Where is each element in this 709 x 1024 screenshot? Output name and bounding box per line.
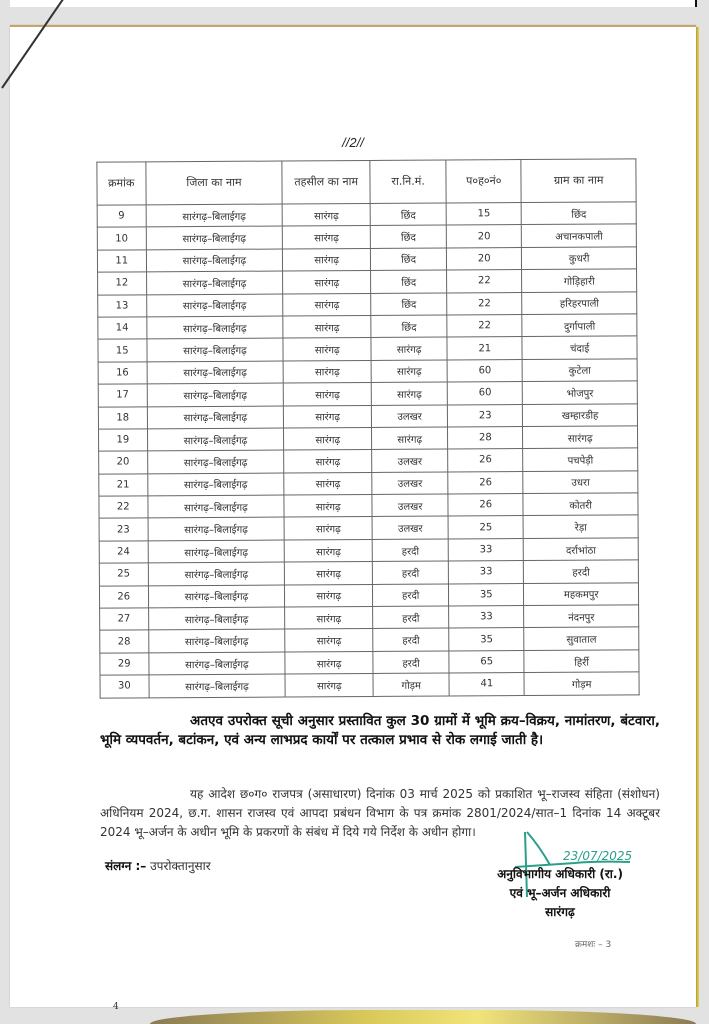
cell-village: उधरा bbox=[523, 471, 638, 494]
cell-patwari-halka: 65 bbox=[449, 650, 524, 673]
cell-district: सारंगढ़–बिलाईगढ़ bbox=[147, 450, 284, 473]
cell-serial: 29 bbox=[100, 653, 149, 676]
table-row bbox=[98, 269, 637, 295]
signatory-block bbox=[470, 865, 650, 922]
cell-serial: 28 bbox=[100, 630, 149, 653]
order-paragraph-text: अतएव उपरोक्त सूची अनुसार प्रस्तावित कुल 30 ग्रामों में भूमि क्रय–विक्रय, नामांतरण, बंटवारा, भूमि व्यपवर्तन, बटांकन, एवं अन्य लाभप्रद कार्यों पर तत्काल प्रभाव से रोक लगाई जाती है। bbox=[100, 713, 660, 748]
cell-district: सारंगढ़–बिलाईगढ़ bbox=[148, 607, 285, 630]
cell-district: सारंगढ़–बिलाईगढ़ bbox=[146, 204, 283, 227]
cell-district: सारंगढ़–बिलाईगढ़ bbox=[148, 562, 285, 585]
cell-revenue-circle: उलखर bbox=[372, 494, 448, 517]
cell-tehsil: सारंगढ़ bbox=[285, 629, 373, 652]
cell-revenue-circle: छिंद bbox=[371, 293, 447, 316]
cell-revenue-circle: उलखर bbox=[371, 405, 447, 428]
cell-patwari-halka: 20 bbox=[446, 225, 521, 248]
cell-tehsil: सारंगढ़ bbox=[283, 360, 371, 383]
header-revenue-circle: रा.नि.मं. bbox=[370, 160, 446, 203]
cell-patwari-halka: 41 bbox=[449, 673, 524, 696]
cell-patwari-halka: 33 bbox=[449, 561, 524, 584]
cell-serial: 26 bbox=[99, 585, 148, 608]
cell-revenue-circle: सारंगढ़ bbox=[372, 427, 448, 450]
table-row bbox=[98, 314, 637, 340]
cell-district: सारंगढ़–बिलाईगढ़ bbox=[147, 428, 284, 451]
cell-revenue-circle: हरदी bbox=[372, 561, 448, 584]
cell-tehsil: सारंगढ़ bbox=[284, 472, 372, 495]
table-row bbox=[100, 650, 639, 676]
cell-tehsil: सारंगढ़ bbox=[284, 427, 372, 450]
cell-revenue-circle: छिंद bbox=[370, 203, 446, 226]
cell-village: कुधरी bbox=[522, 247, 637, 270]
cell-village: हिर्री bbox=[524, 650, 639, 673]
cell-serial: 23 bbox=[99, 518, 148, 541]
cell-patwari-halka: 35 bbox=[449, 583, 524, 606]
cell-tehsil: सारंगढ़ bbox=[283, 271, 371, 294]
cell-district: सारंगढ़–बिलाईगढ़ bbox=[148, 585, 285, 608]
cell-village: हरदी bbox=[524, 560, 639, 583]
cell-serial: 9 bbox=[97, 205, 146, 228]
cell-tehsil: सारंगढ़ bbox=[285, 539, 373, 562]
folded-corner-edge bbox=[1, 0, 88, 89]
header-district: जिला का नाम bbox=[145, 161, 282, 205]
enclosure-value: उपरोक्तानुसार bbox=[150, 859, 211, 873]
cell-serial: 30 bbox=[100, 675, 149, 698]
cell-patwari-halka: 21 bbox=[447, 337, 522, 360]
cell-patwari-halka: 25 bbox=[448, 516, 523, 539]
cell-district: सारंगढ़–बिलाईगढ़ bbox=[147, 495, 284, 518]
cell-tehsil: सारंगढ़ bbox=[284, 383, 372, 406]
cell-village: रेड़ा bbox=[523, 515, 638, 538]
cell-district: सारंगढ़–बिलाईगढ़ bbox=[146, 249, 283, 272]
page-edge-shadow bbox=[696, 27, 699, 1007]
table-row bbox=[99, 448, 638, 474]
cell-serial: 21 bbox=[99, 474, 148, 497]
enclosure-label: संलग्न :– bbox=[105, 859, 147, 873]
cell-patwari-halka: 33 bbox=[448, 538, 523, 561]
table-row bbox=[100, 605, 639, 631]
cell-district: सारंगढ़–बिलाईगढ़ bbox=[149, 674, 286, 697]
cell-patwari-halka: 33 bbox=[449, 606, 524, 629]
svg-text:23/07/2025: 23/07/2025 bbox=[563, 849, 633, 863]
table-row bbox=[99, 493, 638, 519]
cell-village: दुर्गापाली bbox=[522, 314, 637, 337]
cell-village: नंदनपुर bbox=[524, 605, 639, 628]
header-village: ग्राम का नाम bbox=[521, 159, 636, 203]
cell-serial: 25 bbox=[99, 563, 148, 586]
page-marker: //2// bbox=[342, 135, 364, 150]
cell-district: सारंगढ़–बिलाईगढ़ bbox=[148, 540, 285, 563]
cell-tehsil: सारंगढ़ bbox=[285, 651, 373, 674]
cell-patwari-halka: 28 bbox=[448, 426, 523, 449]
cell-village: गोड़म bbox=[524, 672, 639, 695]
cell-tehsil: सारंगढ़ bbox=[285, 607, 373, 630]
cell-tehsil: सारंगढ़ bbox=[283, 293, 371, 316]
cell-patwari-halka: 35 bbox=[449, 628, 524, 651]
cell-serial: 24 bbox=[99, 541, 148, 564]
cell-revenue-circle: हरदी bbox=[373, 606, 449, 629]
cell-serial: 22 bbox=[99, 496, 148, 519]
cell-patwari-halka: 22 bbox=[447, 292, 522, 315]
signatory-title: अनुविभागीय अधिकारी (रा.) bbox=[497, 867, 623, 881]
cell-patwari-halka: 26 bbox=[448, 471, 523, 494]
cell-serial: 19 bbox=[98, 429, 147, 452]
cell-tehsil: सारंगढ़ bbox=[283, 248, 371, 271]
cell-district: सारंगढ़–बिलाईगढ़ bbox=[148, 652, 285, 675]
table-row bbox=[98, 336, 637, 362]
cell-revenue-circle: उलखर bbox=[372, 449, 448, 472]
table-row bbox=[98, 426, 637, 452]
village-table bbox=[96, 158, 639, 698]
table-row bbox=[99, 471, 638, 497]
cell-village: सुवाताल bbox=[524, 627, 639, 650]
cell-patwari-halka: 15 bbox=[446, 203, 521, 226]
cell-patwari-halka: 60 bbox=[447, 359, 522, 382]
cell-serial: 18 bbox=[98, 406, 147, 429]
cell-district: सारंगढ़–बिलाईगढ़ bbox=[146, 338, 283, 361]
cell-district: सारंगढ़–बिलाईगढ़ bbox=[147, 383, 284, 406]
order-paragraph bbox=[100, 712, 660, 750]
cell-village: दर्राभांठा bbox=[524, 538, 639, 561]
continued-marker: क्रमशः – 3 bbox=[575, 940, 612, 950]
cell-village: सारंगढ़ bbox=[523, 426, 638, 449]
cell-district: सारंगढ़–बिलाईगढ़ bbox=[146, 294, 283, 317]
cell-district: सारंगढ़–बिलाईगढ़ bbox=[146, 316, 283, 339]
cell-revenue-circle: हरदी bbox=[372, 539, 448, 562]
header-tehsil: तहसील का नाम bbox=[282, 160, 370, 204]
cell-tehsil: सारंगढ़ bbox=[285, 674, 373, 697]
cell-serial: 15 bbox=[98, 339, 147, 362]
cell-serial: 11 bbox=[97, 250, 146, 273]
cell-tehsil: सारंगढ़ bbox=[285, 562, 373, 585]
previous-page-edge bbox=[10, 0, 697, 7]
table-row bbox=[99, 538, 638, 564]
cell-revenue-circle: सारंगढ़ bbox=[371, 337, 447, 360]
cell-village: छिंद bbox=[521, 202, 636, 225]
table-row bbox=[100, 672, 639, 698]
cell-village: खम्हारडीह bbox=[523, 403, 638, 426]
cell-village: पचपेड़ी bbox=[523, 448, 638, 471]
table-row bbox=[97, 224, 636, 250]
cell-district: सारंगढ़–बिलाईगढ़ bbox=[146, 271, 283, 294]
cell-tehsil: सारंगढ़ bbox=[284, 450, 372, 473]
cell-serial: 16 bbox=[98, 362, 147, 385]
cell-serial: 13 bbox=[98, 294, 147, 317]
table-row bbox=[97, 247, 636, 273]
table-row bbox=[98, 359, 637, 385]
cell-village: अचानकपाली bbox=[522, 224, 637, 247]
table-row bbox=[98, 403, 637, 429]
cell-village: कुटेला bbox=[522, 359, 637, 382]
cell-serial: 27 bbox=[100, 608, 149, 631]
header-serial: क्रमांक bbox=[97, 162, 146, 205]
cell-revenue-circle: हरदी bbox=[373, 651, 449, 674]
table-row bbox=[98, 381, 637, 407]
cell-revenue-circle: सारंगढ़ bbox=[371, 382, 447, 405]
cell-patwari-halka: 26 bbox=[448, 449, 523, 472]
cell-district: सारंगढ़–बिलाईगढ़ bbox=[148, 629, 285, 652]
cell-tehsil: सारंगढ़ bbox=[282, 203, 370, 226]
cell-patwari-halka: 60 bbox=[447, 382, 522, 405]
cell-revenue-circle: छिंद bbox=[370, 225, 446, 248]
cell-tehsil: सारंगढ़ bbox=[285, 584, 373, 607]
reference-paragraph-text: यह आदेश छ०ग० राजपत्र (असाधारण) दिनांक 03 मार्च 2025 को प्रकाशित भू–राजस्व संहिता (संशोधन) अधिनियम 2024, छ.ग. शासन राजस्व एवं आपदा प्रबंधन विभाग के पत्र क्रमांक 2801/2024/सात–1 दिनांक 14 अक्टूबर 2024 भू–अर्जन के अधीन भूमि के प्रकरणों के संबंध में दिये गये निर्देश के अधीन होगा। bbox=[100, 787, 660, 839]
enclosure-line bbox=[105, 857, 211, 874]
cell-tehsil: सारंगढ़ bbox=[284, 517, 372, 540]
cell-tehsil: सारंगढ़ bbox=[283, 226, 371, 249]
cell-district: सारंगढ़–बिलाईगढ़ bbox=[147, 406, 284, 429]
cell-revenue-circle: हरदी bbox=[373, 628, 449, 651]
cell-serial: 20 bbox=[99, 451, 148, 474]
cell-tehsil: सारंगढ़ bbox=[283, 315, 371, 338]
page-number: 4 bbox=[113, 1002, 119, 1012]
cell-revenue-circle: उलखर bbox=[372, 472, 448, 495]
cell-revenue-circle: गोड़म bbox=[373, 673, 449, 696]
cell-serial: 10 bbox=[97, 227, 146, 250]
cell-tehsil: सारंगढ़ bbox=[283, 338, 371, 361]
table-header-row bbox=[97, 159, 636, 205]
header-patwari-halka: प०ह०नं० bbox=[446, 160, 521, 203]
signatory-subtitle: एवं भू–अर्जन अधिकारी bbox=[509, 886, 611, 900]
table-row bbox=[100, 627, 639, 653]
cell-village: गोड़िहारी bbox=[522, 269, 637, 292]
cell-village: चंदाई bbox=[522, 336, 637, 359]
cell-village: महकमपुर bbox=[524, 582, 639, 605]
cell-revenue-circle: छिंद bbox=[371, 248, 447, 271]
cell-revenue-circle: छिंद bbox=[371, 315, 447, 338]
cell-serial: 17 bbox=[98, 384, 147, 407]
cell-patwari-halka: 26 bbox=[448, 494, 523, 517]
cell-revenue-circle: उलखर bbox=[372, 516, 448, 539]
cell-district: सारंगढ़–बिलाईगढ़ bbox=[146, 226, 283, 249]
table-row bbox=[98, 291, 637, 317]
cell-district: सारंगढ़–बिलाईगढ़ bbox=[148, 517, 285, 540]
table-row bbox=[99, 582, 638, 608]
cell-revenue-circle: छिंद bbox=[371, 270, 447, 293]
table-row bbox=[99, 560, 638, 586]
cell-village: कोतरी bbox=[523, 493, 638, 516]
cell-serial: 12 bbox=[98, 272, 147, 295]
cell-patwari-halka: 23 bbox=[448, 404, 523, 427]
cell-revenue-circle: सारंगढ़ bbox=[371, 360, 447, 383]
table-row bbox=[97, 202, 636, 228]
background-surface bbox=[150, 1010, 696, 1024]
cell-tehsil: सारंगढ़ bbox=[284, 405, 372, 428]
cell-patwari-halka: 20 bbox=[447, 247, 522, 270]
cell-patwari-halka: 22 bbox=[447, 315, 522, 338]
cell-revenue-circle: हरदी bbox=[373, 584, 449, 607]
cell-tehsil: सारंगढ़ bbox=[284, 495, 372, 518]
signatory-location: सारंगढ़ bbox=[545, 905, 575, 919]
cell-district: सारंगढ़–बिलाईगढ़ bbox=[147, 361, 284, 384]
cell-village: हरिहरपाली bbox=[522, 291, 637, 314]
document-page bbox=[10, 25, 696, 1012]
cell-serial: 14 bbox=[98, 317, 147, 340]
cell-district: सारंगढ़–बिलाईगढ़ bbox=[147, 473, 284, 496]
table-row bbox=[99, 515, 638, 541]
cell-village: भोजपुर bbox=[523, 381, 638, 404]
cell-patwari-halka: 22 bbox=[447, 270, 522, 293]
